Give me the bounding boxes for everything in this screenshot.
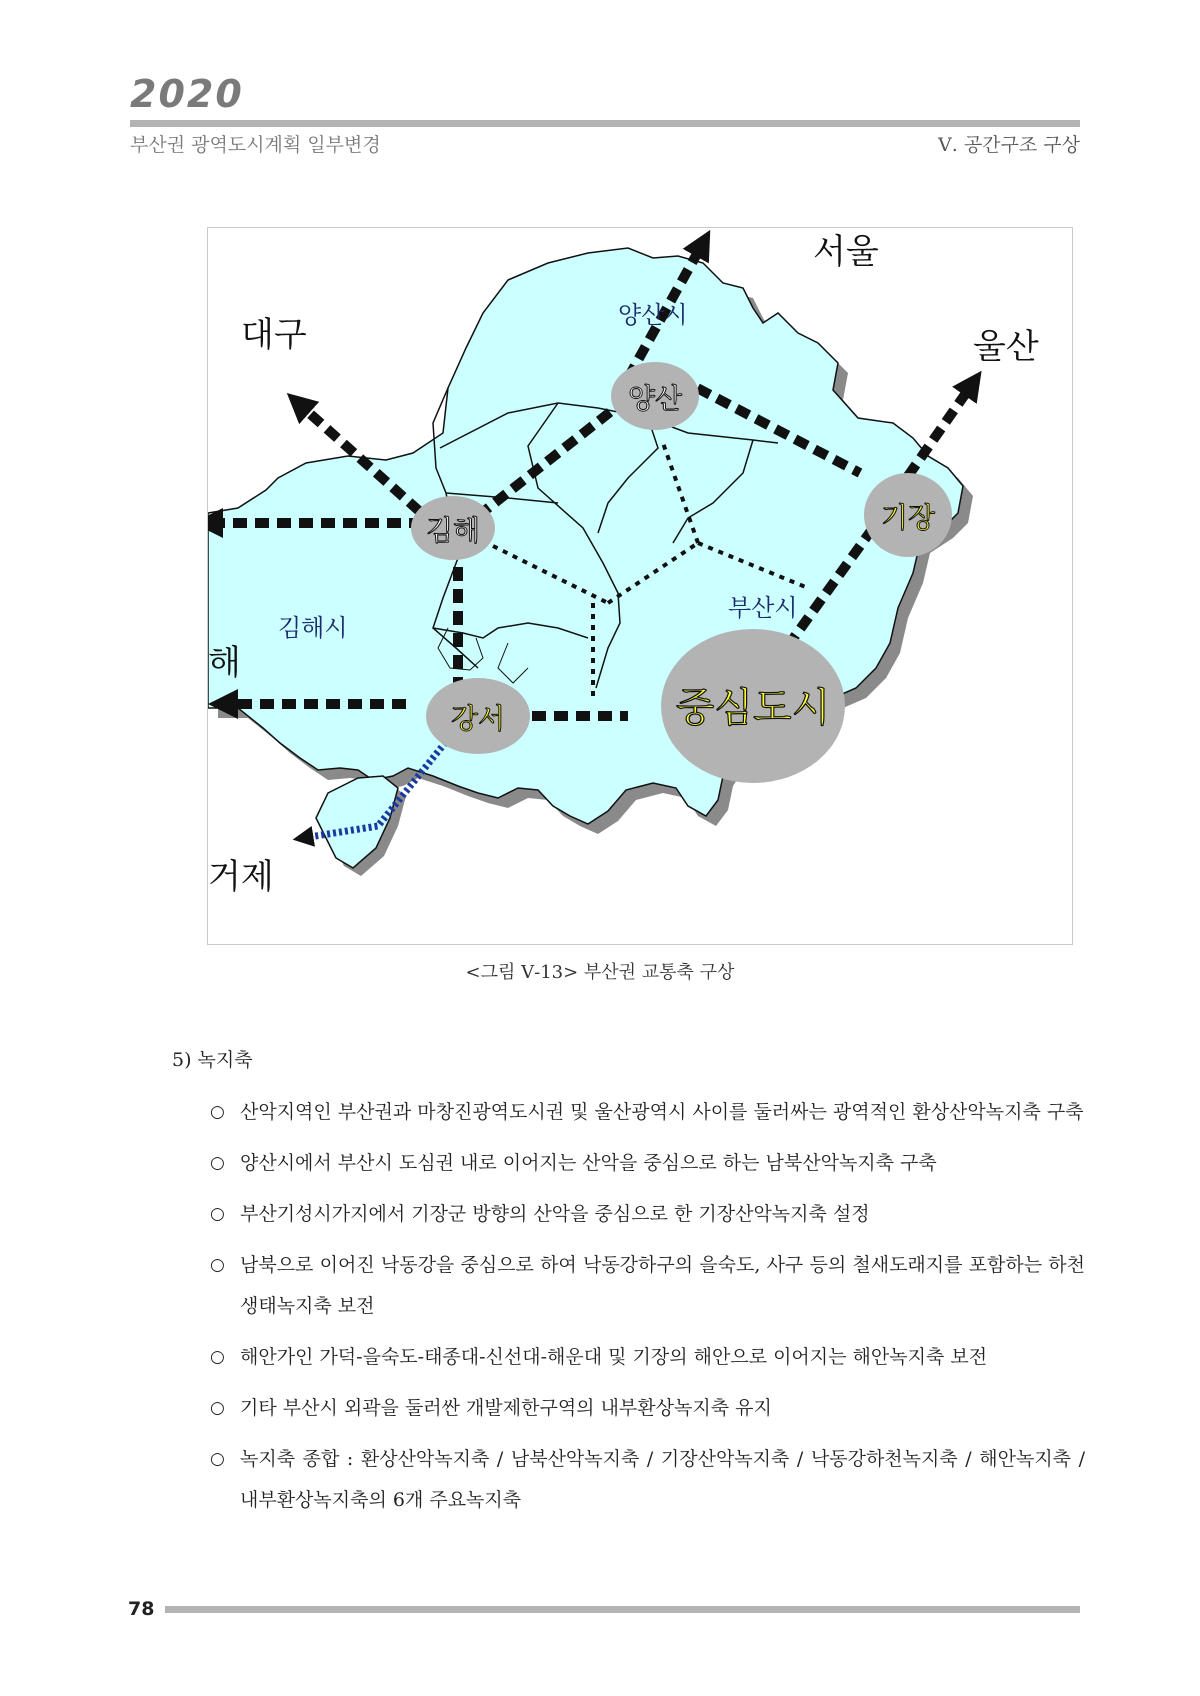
footer-rule: [165, 1606, 1080, 1613]
label-ulsan: 울산: [973, 327, 1039, 367]
document-title: 부산권 광역도시계획 일부변경: [130, 134, 381, 156]
node-gimhae: [411, 496, 495, 560]
label-gimhae-city: 김해시: [278, 614, 348, 642]
label-haean-partial: 해: [208, 643, 241, 683]
label-yangsan-city: 양산시: [618, 301, 688, 329]
label-geoje: 거제: [208, 857, 274, 897]
node-label-gimhae: 김해: [425, 514, 481, 547]
label-busan-city: 부산시: [728, 594, 798, 622]
list-item: [210, 1388, 1085, 1429]
list-item: [210, 1092, 1085, 1133]
header-rule: [130, 120, 1080, 127]
bullet-text: 기타 부산시 외곽을 둘러싼 개발제한구역의 내부환상녹지축 유지: [240, 1397, 772, 1419]
list-item: [210, 1439, 1085, 1521]
node-label-center: 중심도시: [675, 685, 831, 731]
bullet-text: 해안가인 가덕-을숙도-태종대-신선대-해운대 및 기장의 해안으로 이어지는 해안녹지축 보전: [240, 1346, 988, 1368]
node-yangsan: [611, 362, 699, 430]
list-item: [210, 1337, 1085, 1378]
bullet-text: 산악지역인 부산권과 마창진광역도시권 및 울산광역시 사이를 둘러싸는 광역적인 환상산악녹지축 구축: [240, 1101, 1084, 1123]
node-label-gijang: 기장: [880, 501, 936, 534]
land-area: [208, 248, 963, 824]
bullet-text: 부산기성시가지에서 기장군 방향의 산악을 중심으로 한 기장산악녹지축 설정: [240, 1203, 870, 1225]
bullet-mark: ○: [210, 1255, 225, 1275]
label-daegu: 대구: [241, 315, 307, 355]
section-heading: 5) 녹지축: [172, 1049, 253, 1071]
geoje-island: [316, 776, 398, 868]
figure-caption: <그림 Ⅴ-13> 부산권 교통축 구상: [465, 962, 735, 983]
bullet-mark: ○: [210, 1204, 225, 1224]
bullet-mark: ○: [210, 1398, 225, 1418]
page-number: 78: [128, 1598, 155, 1620]
bullet-mark: ○: [210, 1347, 225, 1367]
transport-axis-map: [207, 227, 1073, 945]
node-label-yangsan: 양산: [627, 382, 683, 415]
bullet-text: 양산시에서 부산시 도심권 내로 이어지는 산악을 중심으로 하는 남북산악녹지축 구축: [240, 1152, 937, 1174]
bullet-mark: ○: [210, 1449, 225, 1469]
bullet-text: 녹지축 종합 : 환상산악녹지축 / 남북산악녹지축 / 기장산악녹지축 / 낙동강하천녹지축 / 해안녹지축 / 내부환상녹지축의 6개 주요녹지축: [240, 1448, 1085, 1511]
node-gijang: [864, 473, 952, 557]
label-seoul: 서울: [813, 232, 879, 272]
bullet-text: 남북으로 이어진 낙동강을 중심으로 하여 낙동강하구의 을숙도, 사구 등의 철새도래지를 포함하는 하천생태녹지축 보전: [240, 1254, 1085, 1317]
bullet-list: [210, 1092, 1085, 1531]
node-gangseo: [426, 678, 530, 754]
list-item: [210, 1194, 1085, 1235]
node-label-gangseo: 강서: [450, 702, 506, 735]
list-item: [210, 1143, 1085, 1184]
year-title: 2020: [130, 72, 244, 116]
node-center-city: [661, 629, 845, 783]
list-item: [210, 1245, 1085, 1327]
bullet-mark: ○: [210, 1102, 225, 1122]
chapter-title: Ⅴ. 공간구조 구상: [938, 134, 1080, 156]
bullet-mark: ○: [210, 1153, 225, 1173]
